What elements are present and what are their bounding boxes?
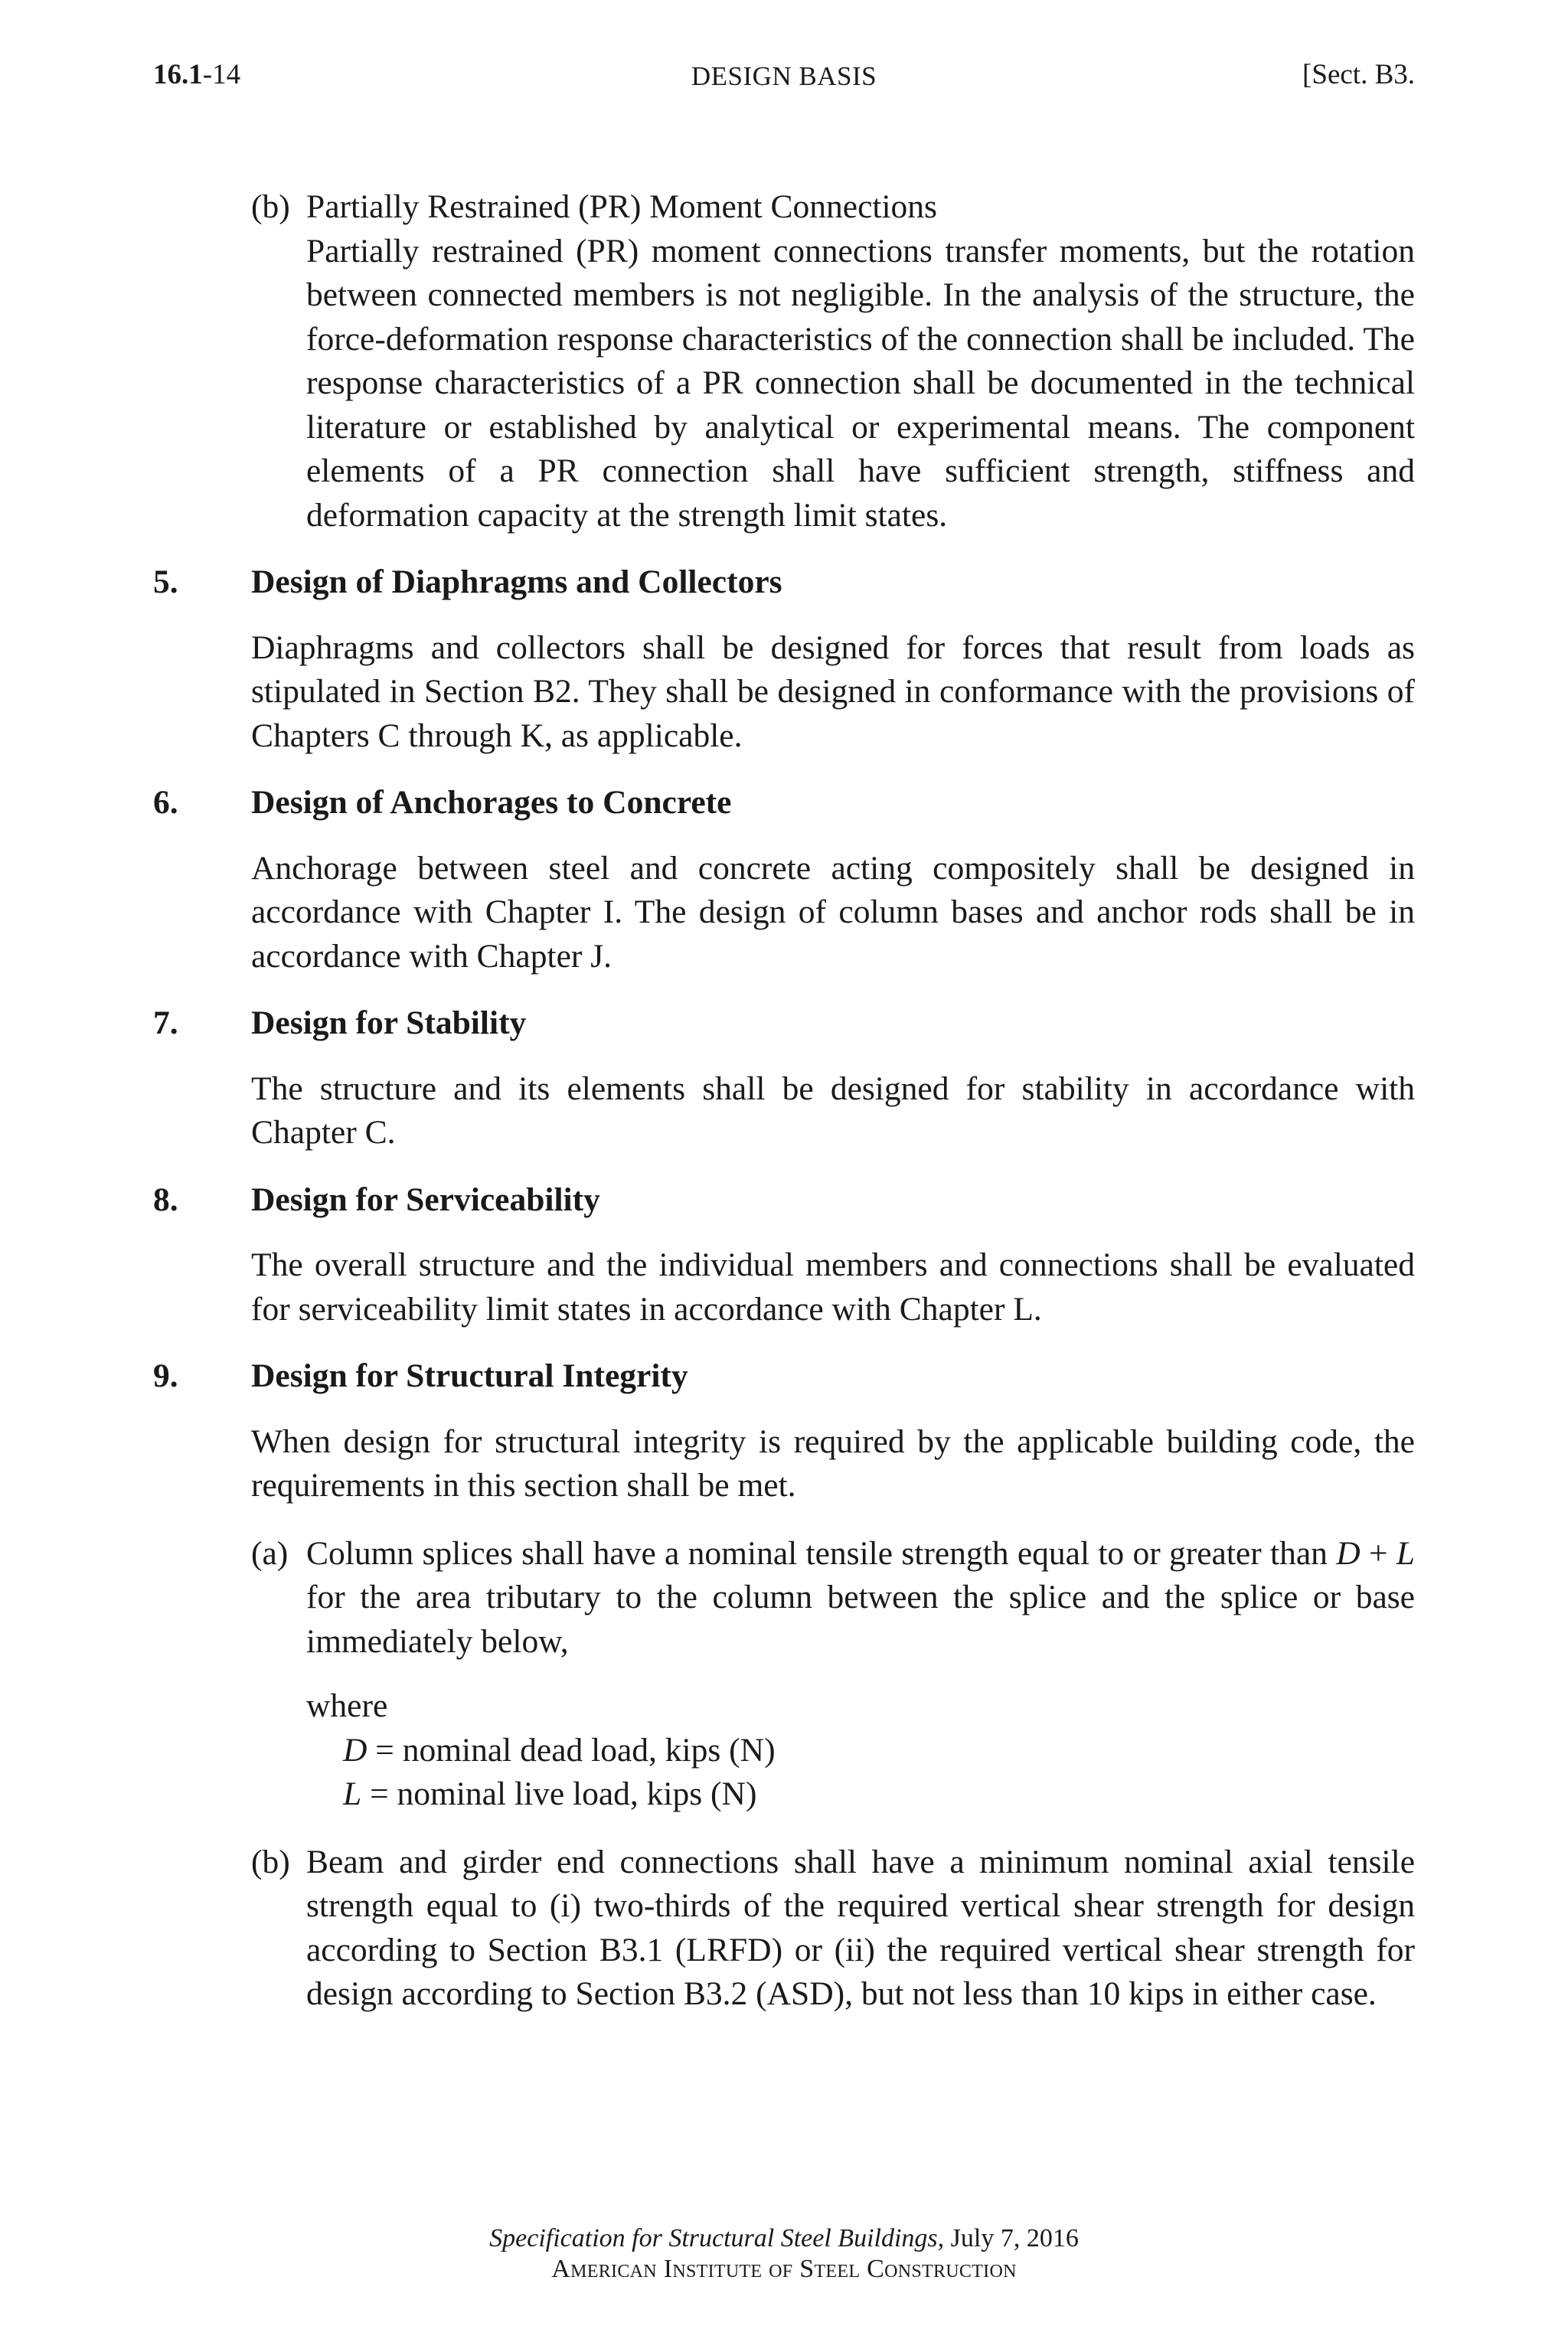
item-label: (b) xyxy=(251,1843,290,1880)
page-body xyxy=(153,185,1415,2017)
section-title: Design of Anchorages to Concrete xyxy=(251,784,732,821)
integrity-item-a xyxy=(153,1532,1415,1664)
footer-spec-title: Specification for Structural Steel Buildings, xyxy=(489,2224,945,2252)
section-title: Design for Stability xyxy=(251,1004,527,1041)
definition-text: = nominal dead load, kips (N) xyxy=(367,1731,776,1769)
section-heading xyxy=(153,1178,1415,1223)
definition-l xyxy=(306,1772,1415,1817)
where-label: where xyxy=(306,1687,388,1724)
item-label: (b) xyxy=(251,188,290,225)
text-run: for the area tributary to the column between the splice and the splice or base immediately below, xyxy=(306,1579,1415,1660)
pr-connections-item xyxy=(153,185,1415,537)
definition-d xyxy=(306,1729,1415,1773)
item-label: (a) xyxy=(251,1534,289,1572)
page-number-bold: 16.1 xyxy=(153,59,203,90)
section-heading xyxy=(153,781,1415,825)
variable-d: D xyxy=(343,1731,368,1769)
variable-d: D xyxy=(1336,1534,1361,1572)
section-text: Anchorage between steel and concrete acting compositely shall be designed in accordance with Chapter I. The design of column bases and anchor rods shall be in accordance with Chapter J. xyxy=(251,849,1415,975)
section-text: When design for structural integrity is required by the applicable building code, the requirements in this section shall be met. xyxy=(251,1423,1415,1504)
section-9 xyxy=(153,1354,1415,1508)
text-run: Column splices shall have a nominal tensile strength equal to or greater than xyxy=(306,1534,1337,1572)
item-text: Beam and girder end connections shall have a minimum nominal axial tensile strength equal to (i) two-thirds of the required vertical shear strength for design according to Section B3.1 (LRFD) or (ii) the required vertical shear strength for design according to Section B3.2 (ASD), but not less than 10 kips in either case. xyxy=(306,1843,1415,2012)
section-title: Design for Structural Integrity xyxy=(251,1357,688,1394)
definition-text: = nominal live load, kips (N) xyxy=(361,1775,757,1812)
section-text: Diaphragms and collectors shall be designed for forces that result from loads as stipulated in Section B2. They shall be designed in conformance with the provisions of Chapters C through K, as applicable. xyxy=(251,629,1415,754)
section-8 xyxy=(153,1178,1415,1332)
section-number: 5. xyxy=(153,564,178,600)
section-number: 9. xyxy=(153,1357,178,1394)
where-block xyxy=(153,1684,1415,1817)
section-reference: [Sect. B3. xyxy=(1302,59,1415,90)
item-text: Partially restrained (PR) moment connections transfer moments, but the rotation between connected members is not negligible. In the analysis of the structure, the force-deformation response characteristics of the connection shall be included. The response characteristics of a PR connection shall be documented in the technical literature or established by analytical or experimental means. The component elements of a PR connection shall have sufficient strength, stiffness and deformation capacity at the strength limit states. xyxy=(306,232,1415,534)
section-text: The structure and its elements shall be designed for stability in accordance with Chapter C. xyxy=(251,1070,1415,1151)
item-text xyxy=(306,1532,1415,1664)
variable-l: L xyxy=(1396,1534,1415,1572)
section-7 xyxy=(153,1001,1415,1155)
section-title: Design for Serviceability xyxy=(251,1181,600,1218)
page-number-rest: -14 xyxy=(202,59,241,90)
footer-date: July 7, 2016 xyxy=(944,2224,1079,2252)
footer-spec-line xyxy=(0,2223,1568,2254)
section-heading xyxy=(153,560,1415,605)
item-title: Partially Restrained (PR) Moment Connections xyxy=(306,188,937,225)
running-title: DESIGN BASIS xyxy=(691,61,877,91)
section-number: 6. xyxy=(153,784,178,821)
integrity-item-b xyxy=(153,1841,1415,2017)
section-title: Design of Diaphragms and Collectors xyxy=(251,564,782,600)
footer-institute: American Institute of Steel Construction xyxy=(551,2255,1017,2283)
variable-l: L xyxy=(343,1775,362,1812)
section-text: The overall structure and the individual members and connections shall be evaluated for serviceability limit states in accordance with Chapter L. xyxy=(251,1246,1415,1328)
section-5 xyxy=(153,560,1415,758)
section-heading xyxy=(153,1354,1415,1399)
section-number: 7. xyxy=(153,1004,178,1041)
section-number: 8. xyxy=(153,1181,178,1218)
section-6 xyxy=(153,781,1415,978)
plus-sign: + xyxy=(1360,1534,1396,1572)
section-heading xyxy=(153,1001,1415,1046)
